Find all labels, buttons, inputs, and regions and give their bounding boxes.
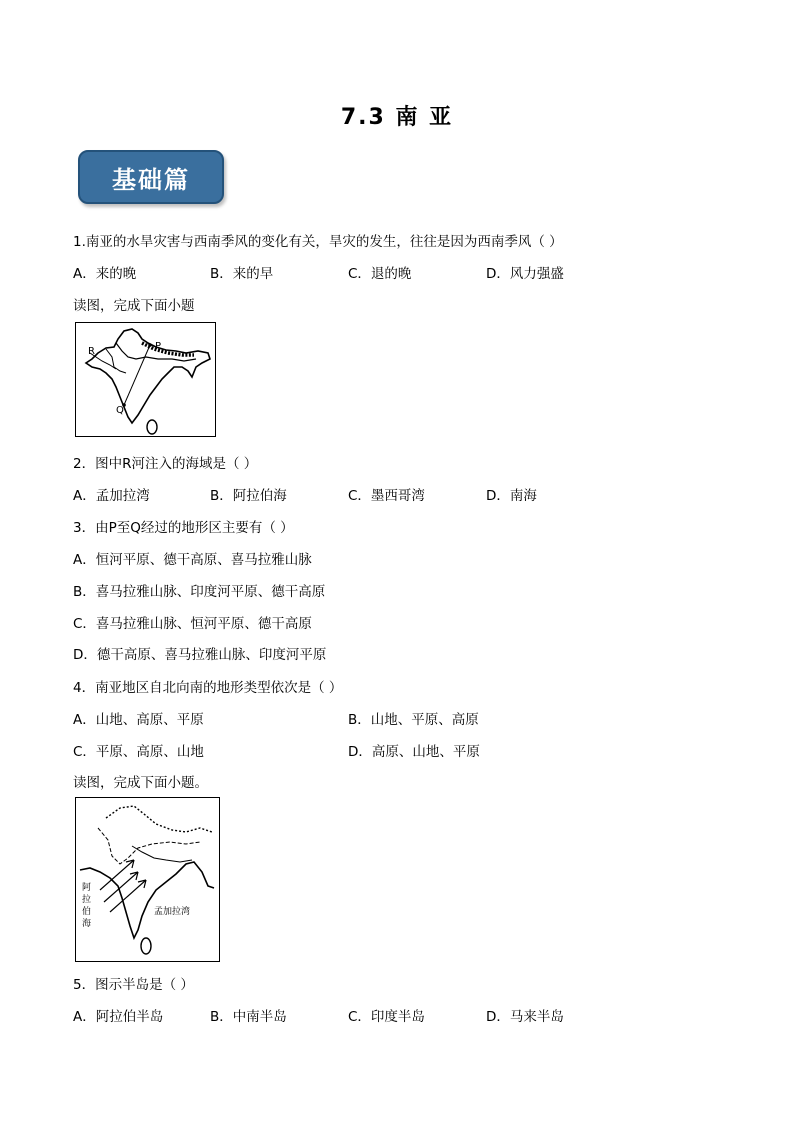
question-3-stem: 3．由P至Q经过的地形区主要有（ ） bbox=[73, 520, 294, 536]
question-1-stem: 1.南亚的水旱灾害与西南季风的变化有关，旱灾的发生，往往是因为西南季风（ ） bbox=[73, 234, 563, 250]
page-title: 7.3 南 亚 bbox=[340, 105, 454, 130]
q1-option-b: B．来的早 bbox=[210, 266, 274, 282]
label-sea-char-2: 拉 bbox=[82, 895, 92, 905]
label-bay: 孟加拉湾 bbox=[154, 907, 191, 917]
border-line bbox=[98, 828, 200, 864]
q2-option-d: D．南海 bbox=[486, 488, 537, 504]
south-asia-map-2 bbox=[75, 797, 220, 962]
q1-option-d: D．风力强盛 bbox=[486, 266, 564, 282]
section-badge bbox=[78, 150, 224, 204]
q4-option-d: D．高原、山地、平原 bbox=[348, 744, 480, 760]
q4-option-c: C．平原、高原、山地 bbox=[73, 744, 204, 760]
coastline bbox=[86, 329, 210, 423]
q5-option-d: D．马来半岛 bbox=[486, 1009, 564, 1025]
q3-option-b: B．喜马拉雅山脉、印度河平原、德干高原 bbox=[73, 584, 326, 600]
read-map-instruction-1: 读图，完成下面小题 bbox=[73, 298, 195, 314]
label-sea-char-3: 伯 bbox=[82, 907, 92, 917]
q3-option-a: A．恒河平原、德干高原、喜马拉雅山脉 bbox=[73, 552, 312, 568]
sri-lanka bbox=[147, 420, 157, 434]
q4-option-a: A．山地、高原、平原 bbox=[73, 712, 204, 728]
mountain-line bbox=[106, 806, 212, 832]
label-r: R bbox=[88, 346, 95, 357]
q3-option-d: D．德干高原、喜马拉雅山脉、印度河平原 bbox=[73, 647, 327, 663]
read-map-instruction-2: 读图，完成下面小题。 bbox=[73, 775, 208, 791]
route-p-q bbox=[124, 345, 150, 405]
q5-option-c: C．印度半岛 bbox=[348, 1009, 425, 1025]
label-p: P bbox=[155, 341, 162, 352]
question-4-stem: 4．南亚地区自北向南的地形类型依次是（ ） bbox=[73, 680, 343, 696]
q4-option-b: B．山地、平原、高原 bbox=[348, 712, 479, 728]
south-asia-map-2-drawing bbox=[76, 798, 218, 960]
q5-option-b: B．中南半岛 bbox=[210, 1009, 287, 1025]
q2-option-b: B．阿拉伯海 bbox=[210, 488, 287, 504]
coastline bbox=[80, 862, 214, 938]
label-sea-char-1: 阿 bbox=[82, 883, 92, 893]
south-asia-map-1 bbox=[75, 322, 216, 437]
question-5-stem: 5．图示半岛是（ ） bbox=[73, 977, 194, 993]
q2-option-c: C．墨西哥湾 bbox=[348, 488, 425, 504]
label-sea-char-4: 海 bbox=[82, 919, 92, 929]
arrow-line bbox=[110, 880, 146, 912]
sri-lanka bbox=[141, 938, 151, 954]
south-asia-map-1-drawing bbox=[76, 323, 214, 435]
point-p bbox=[148, 343, 152, 347]
label-q: Q bbox=[116, 405, 124, 416]
q3-option-c: C．喜马拉雅山脉、恒河平原、德干高原 bbox=[73, 616, 312, 632]
ganges-river bbox=[132, 846, 192, 862]
section-badge-label: 基础篇 bbox=[112, 164, 190, 194]
q5-option-a: A．阿拉伯半岛 bbox=[73, 1009, 164, 1025]
q1-option-c: C．退的晚 bbox=[348, 266, 412, 282]
question-2-stem: 2．图中R河注入的海域是（ ） bbox=[73, 456, 258, 472]
q2-option-a: A．孟加拉湾 bbox=[73, 488, 150, 504]
q1-option-a: A．来的晚 bbox=[73, 266, 137, 282]
